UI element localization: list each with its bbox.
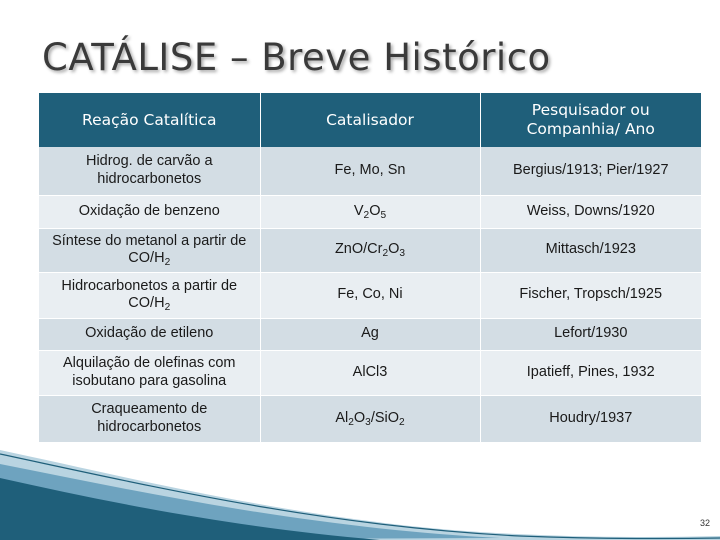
- reaction-cell: Hidrocarbonetos a partir de $CO/H_2$: [39, 272, 260, 318]
- catalyst-cell: ZnO/$Cr_2O_3$: [260, 228, 480, 272]
- slide-title: CATÁLISE – Breve Histórico: [42, 36, 551, 79]
- reaction-cell: Hidrog. de carvão a hidrocarbonetos: [39, 147, 260, 195]
- table-row: [39, 395, 701, 442]
- researcher-cell: Weiss, Downs/1920: [480, 195, 701, 228]
- catalyst-cell: $Al_2O_3/SiO_2$: [260, 395, 480, 442]
- page-number: 32: [699, 518, 710, 528]
- table-row: [39, 318, 701, 350]
- catalyst-cell: $V_2O_5$: [260, 195, 480, 228]
- reaction-cell: Oxidação de benzeno: [39, 195, 260, 228]
- header-catalyst: Catalisador: [260, 93, 480, 147]
- reaction-cell: Alquilação de olefinas com isobutano para gasolina: [39, 350, 260, 395]
- researcher-cell: Bergius/1913; Pier/1927: [480, 147, 701, 195]
- researcher-cell: Houdry/1937: [480, 395, 701, 442]
- researcher-cell: Lefort/1930: [480, 318, 701, 350]
- table-row: [39, 272, 701, 318]
- catalyst-cell: Fe, Mo, Sn: [260, 147, 480, 195]
- table-row: [39, 228, 701, 272]
- researcher-cell: Fischer, Tropsch/1925: [480, 272, 701, 318]
- decorative-wave-band: [0, 450, 720, 540]
- header-reaction: Reação Catalítica: [39, 93, 260, 147]
- researcher-cell: Mittasch/1923: [480, 228, 701, 272]
- catalyst-cell: Ag: [260, 318, 480, 350]
- reaction-cell: Craqueamento de hidrocarbonetos: [39, 395, 260, 442]
- catalyst-cell: Fe, Co, Ni: [260, 272, 480, 318]
- reaction-cell: Síntese do metanol a partir de $CO/H_2$: [39, 228, 260, 272]
- table-row: [39, 195, 701, 228]
- table-row: [39, 147, 701, 195]
- reaction-cell: Oxidação de etileno: [39, 318, 260, 350]
- catalysis-history-table: [39, 93, 701, 443]
- catalyst-cell: AlCl3: [260, 350, 480, 395]
- header-researcher: Pesquisador ou Companhia/ Ano: [480, 93, 701, 147]
- researcher-cell: Ipatieff, Pines, 1932: [480, 350, 701, 395]
- table-header-row: [39, 93, 701, 147]
- table-row: [39, 350, 701, 395]
